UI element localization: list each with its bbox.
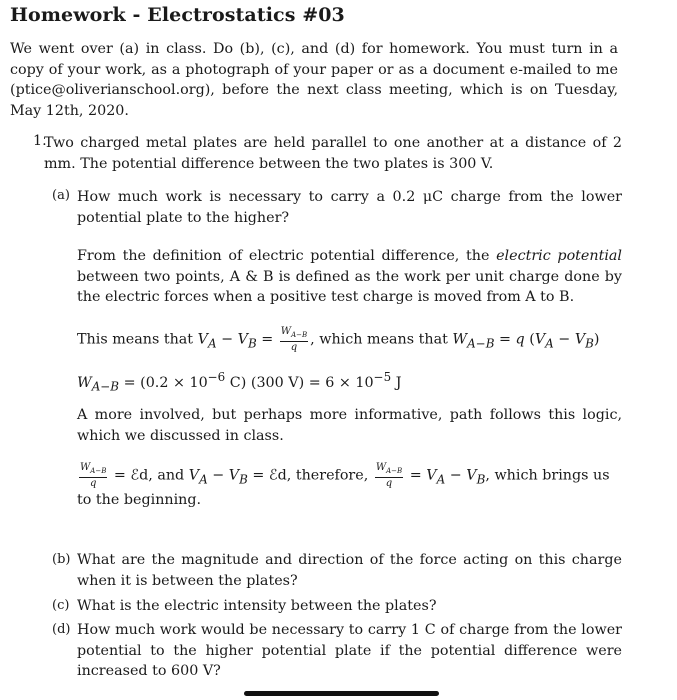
logic-mid3: = <box>405 467 427 484</box>
eq2-mid: C) (300 V) = 6 × 10 <box>225 374 374 391</box>
part-a-label: (a) <box>52 188 70 203</box>
answer-a-equation-2: $W_{A-B} = (0.2 \times 10^{-6}$ C) (300 $V) = 6 \times 10^{-5}$ J <box>77 370 402 394</box>
answer-a-logic: $\frac{W_{A-B}}{q}$ = ℰd, and $V_A - V_B$ = ℰd, therefore, $\frac{W_{A-B}}{q}$ = $V_A - V_B$, which brings us to the beginning. <box>77 462 610 508</box>
part-a-text: How much work is necessary to carry a 0.2 μC charge from the lower potential plate to the higher? <box>77 189 622 226</box>
logic-fraction-2: $\frac{W_{A-B}}{q}$ <box>375 462 403 489</box>
eq1-fraction: $\frac{W_{A-B}}{q}$ <box>280 326 308 353</box>
home-indicator[interactable] <box>244 691 439 696</box>
answer-a-definition <box>77 246 622 308</box>
eq2-lhs: W <box>77 374 92 391</box>
part-c-text: What is the electric intensity between the plates? <box>77 598 437 614</box>
problem-number: 1. <box>33 133 47 149</box>
eq2-exp2: −5 <box>373 370 392 384</box>
problem-text: Two charged metal plates are held parallel to one another at a distance of 2 mm. The potential difference between the two plates is 300 V. <box>44 135 622 172</box>
eq1-lhs: V <box>197 331 208 348</box>
part-d-text: How much work would be necessary to carry 1 C of charge from the lower potential to the higher potential plate if the potential difference were increased to 600 V? <box>77 622 622 679</box>
part-c-label: (c) <box>52 598 70 613</box>
logic-fraction-1: $\frac{W_{A-B}}{q}$ <box>80 462 107 489</box>
eq2-rhs: = (0.2 × 10 <box>119 374 208 391</box>
answer-a-definition-post: between two points, A & B is defined as the work per unit charge done by the electric forces when a positive test charge is moved from A to B. <box>77 268 622 305</box>
part-d-label: (d) <box>52 622 71 637</box>
eq2-unit: J <box>391 374 402 391</box>
logic-mid2: = ℰd, therefore, <box>247 467 373 484</box>
part-b-text: What are the magnitude and direction of the force acting on this charge when it is between the plates? <box>77 552 622 589</box>
part-b-label: (b) <box>52 552 71 567</box>
intro-paragraph: We went over (a) in class. Do (b), (c), and (d) for homework. You must turn in a copy of your work, as a photograph of your paper or as a document e-mailed to me (ptice@oliverianschool.org), before the next class meeting, which is on Tuesday, May 12th, 2020. <box>10 41 618 119</box>
eq1-mid: , which means that <box>310 331 453 348</box>
logic-post: , which brings us to the beginning. <box>77 467 610 508</box>
page-title: Homework - Electrostatics #03 <box>10 4 345 26</box>
eq2-exp1: −6 <box>207 370 226 384</box>
answer-a-definition-em: electric potential <box>496 248 623 264</box>
answer-a-involved-path: A more involved, but perhaps more informative, path follows this logic, which we discussed in class. <box>77 407 622 444</box>
answer-a-equation-1: This means that $V_A - V_B$ = $\frac{W_{A-B}}{q}$ , which means that $W_{A-B} = q$ $(V_A - V_B)$ <box>77 326 600 353</box>
answer-a-definition-pre: From the definition of electric potential difference, the <box>77 248 497 264</box>
eq1-pre: This means that <box>77 331 198 348</box>
logic-mid1: = ℰd, and <box>109 467 189 484</box>
